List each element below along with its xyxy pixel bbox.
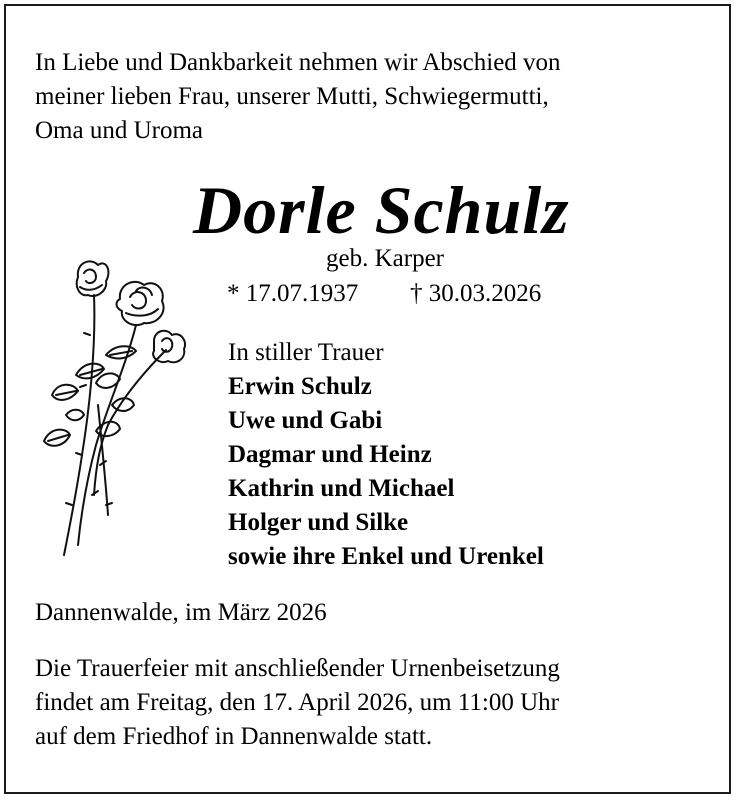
roses-illustration-icon	[36, 255, 196, 565]
mourner-name: Dagmar und Heinz	[228, 441, 432, 468]
mourners-intro: In stiller Trauer	[228, 339, 384, 366]
birth-date: * 17.07.1937	[227, 280, 359, 307]
maiden-name: geb. Karper	[326, 245, 444, 272]
place-date: Dannenwalde, im März 2026	[35, 599, 327, 626]
mourner-name: Holger und Silke	[228, 509, 409, 536]
mourner-name: sowie ihre Enkel und Urenkel	[228, 543, 544, 570]
intro-line: Oma und Uroma	[35, 117, 204, 144]
service-info	[35, 652, 560, 754]
service-line: findet am Freitag, den 17. April 2026, um 11:00 Uhr	[35, 689, 559, 716]
death-date: † 30.03.2026	[410, 280, 542, 307]
service-line: Die Trauerfeier mit anschließender Urnenbeisetzung	[35, 655, 560, 682]
intro-line: In Liebe und Dankbarkeit nehmen wir Abschied von	[35, 49, 561, 76]
intro-line: meiner lieben Frau, unserer Mutti, Schwiegermutti,	[35, 83, 549, 110]
mourner-name: Kathrin und Michael	[228, 475, 455, 502]
mourners-block	[228, 336, 544, 574]
mourner-name: Uwe und Gabi	[228, 407, 383, 434]
deceased-name: Dorle Schulz	[193, 172, 570, 248]
service-line: auf dem Friedhof in Dannenwalde statt.	[35, 723, 433, 750]
intro-text	[35, 46, 715, 148]
mourner-name: Erwin Schulz	[228, 373, 372, 400]
